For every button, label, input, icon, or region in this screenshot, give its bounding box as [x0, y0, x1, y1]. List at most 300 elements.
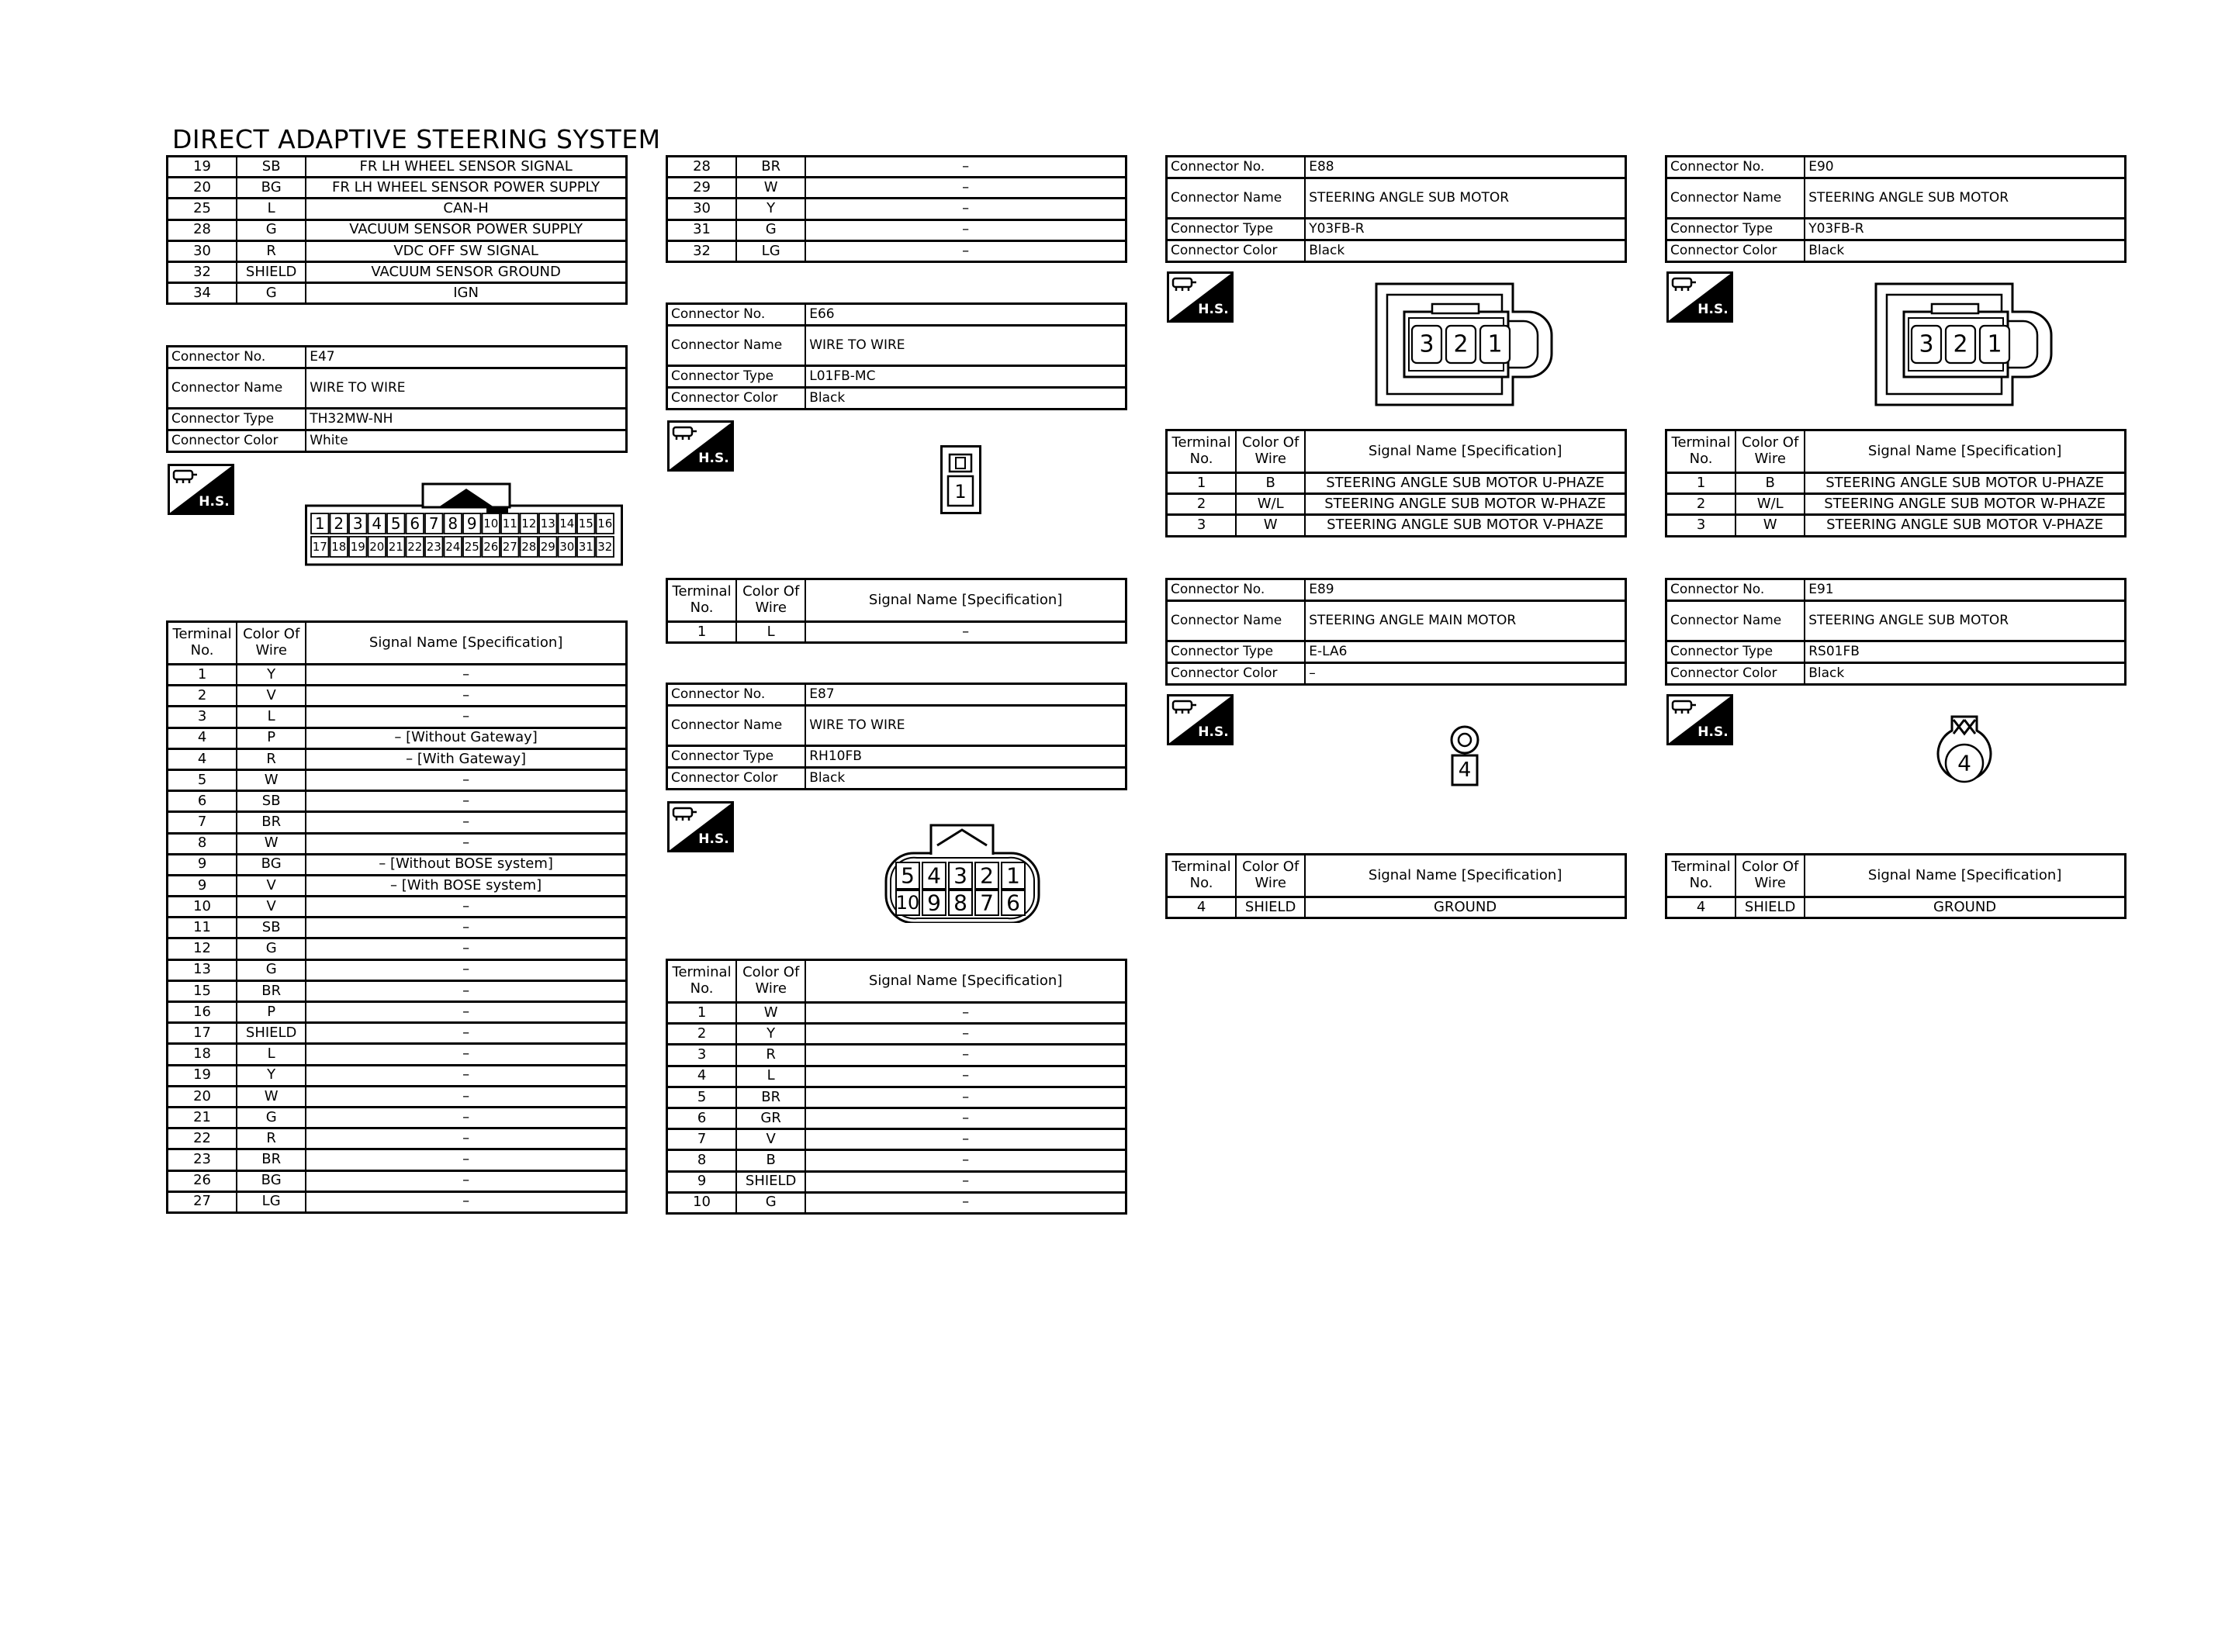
- wire-color-cell: BR: [237, 1150, 306, 1169]
- pin-number: 9: [927, 890, 941, 916]
- table-row: [168, 263, 625, 284]
- wire-color-cell: W: [737, 178, 806, 197]
- pin-cavity: [407, 513, 424, 534]
- pin-number: 17: [312, 540, 327, 554]
- pin-cavity: [311, 513, 329, 534]
- pin-number: 5: [901, 862, 915, 889]
- pin-number: 8: [953, 890, 967, 916]
- pin-cavity: [949, 862, 972, 889]
- pin-cavity: [311, 537, 329, 557]
- terminal-no-cell: 2: [168, 686, 237, 705]
- e47-terminal-table: [166, 620, 628, 1214]
- table-row: [168, 1193, 625, 1214]
- pin-number: 10: [895, 892, 920, 914]
- wire-color-cell: W/L: [1736, 495, 1805, 513]
- hs-label: H.S.: [698, 451, 729, 466]
- connector-latch: [1932, 304, 1978, 313]
- signal-name-cell: –: [462, 1003, 470, 1020]
- pin-number: 13: [540, 517, 555, 531]
- pin-cavity: [521, 513, 538, 534]
- pin-number: 10: [483, 517, 499, 531]
- wire-color-cell: B: [1237, 474, 1306, 492]
- wire-color-cell: Y: [237, 665, 306, 684]
- pin-cavity: [1480, 326, 1510, 363]
- terminal-no-cell: 1: [1168, 474, 1237, 492]
- signal-name-cell: –: [462, 835, 470, 852]
- connector-no-label: Connector No.: [668, 305, 806, 324]
- wire-color-cell: SB: [237, 918, 306, 937]
- terminal-no-cell: 32: [168, 263, 237, 282]
- signal-name-cell: –: [462, 1087, 470, 1104]
- connector-color-row: [1667, 664, 2124, 686]
- terminal-no-cell: 34: [168, 284, 237, 302]
- signal-name-header: Signal Name [Specification]: [369, 634, 563, 651]
- table-row: [168, 1003, 625, 1024]
- terminal-no-cell: 8: [668, 1151, 737, 1170]
- table-row: [668, 1151, 1125, 1172]
- signal-name-cell: –: [462, 665, 470, 683]
- connector-color-label: Connector Color: [1667, 241, 1805, 261]
- table-row: [668, 242, 1125, 263]
- pin-number: 4: [372, 514, 382, 533]
- terminal-no-header: Terminal No.: [668, 580, 737, 620]
- connector-name-value: WIRE TO WIRE: [809, 337, 905, 353]
- table-row: [168, 855, 625, 876]
- wire-color-cell: SHIELD: [237, 1024, 306, 1042]
- connector-type-value: RH10FB: [809, 748, 862, 764]
- signal-name-cell: –: [462, 1151, 470, 1168]
- terminal-no-cell: 9: [168, 876, 237, 895]
- signal-name-cell: –: [962, 1004, 970, 1021]
- table-row: [1168, 495, 1625, 516]
- table-row: [168, 242, 625, 263]
- harness-side-icon: [1167, 271, 1234, 323]
- connector-no-row: [1667, 157, 2124, 179]
- wire-color-cell: BR: [737, 157, 806, 176]
- pin-number: 24: [445, 540, 461, 554]
- table-row: [1168, 516, 1625, 537]
- wire-color-cell: L: [237, 199, 306, 218]
- table-row: [1667, 474, 2124, 495]
- connector-name-value: STEERING ANGLE SUB MOTOR: [1808, 612, 2009, 628]
- wire-color-cell: W: [237, 771, 306, 790]
- connector-type-row: [1168, 642, 1625, 664]
- terminal-no-cell: 16: [168, 1003, 237, 1021]
- pin-cavity: [463, 537, 481, 557]
- connector-type-label: Connector Type: [668, 367, 806, 386]
- connector-type-value: E-LA6: [1309, 643, 1348, 659]
- signal-name-header: Signal Name [Specification]: [1368, 442, 1562, 459]
- terminal-no-cell: 19: [168, 157, 237, 176]
- wire-color-cell: L: [237, 707, 306, 726]
- connector-no-row: [668, 305, 1125, 327]
- wire-color-cell: SHIELD: [1736, 898, 1805, 917]
- pin-cavity: [597, 513, 614, 534]
- connector-no-row: [1168, 157, 1625, 179]
- table-row: [168, 221, 625, 242]
- wire-color-cell: BR: [237, 813, 306, 831]
- wire-color-cell: W: [1237, 516, 1306, 534]
- connector-no-label: Connector No.: [1168, 157, 1306, 177]
- connector-type-row: [668, 367, 1125, 389]
- wire-color-cell: Y: [737, 199, 806, 218]
- wire-color-cell: Y: [237, 1066, 306, 1085]
- terminal-no-cell: 20: [168, 178, 237, 197]
- terminal-no-cell: 12: [168, 939, 237, 958]
- connector-no-label: Connector No.: [668, 685, 806, 704]
- terminal-no-cell: 3: [1667, 516, 1736, 534]
- table-header-row: [1168, 855, 1625, 898]
- signal-name-cell: –: [962, 178, 970, 195]
- pin-number: 18: [331, 540, 347, 554]
- terminal-no-cell: 25: [168, 199, 237, 218]
- terminal-no-cell: 13: [168, 961, 237, 980]
- wire-color-cell: L: [737, 1067, 806, 1086]
- table-row: [668, 1130, 1125, 1151]
- terminal-no-cell: 7: [668, 1130, 737, 1149]
- signal-name-cell: –: [462, 686, 470, 703]
- terminal-no-header: Terminal No.: [668, 961, 737, 1001]
- connector-color-label: Connector Color: [1168, 241, 1306, 261]
- wire-color-cell: L: [237, 1045, 306, 1063]
- e88-terminal-table: [1165, 429, 1627, 537]
- signal-name-cell: –: [962, 1194, 970, 1211]
- terminal-no-cell: 26: [168, 1172, 237, 1191]
- terminal-no-header: Terminal No.: [1667, 855, 1736, 896]
- table-row: [668, 1088, 1125, 1109]
- table-row: [668, 178, 1125, 199]
- pin-number: 4: [1957, 750, 1971, 776]
- table-row: [668, 1004, 1125, 1025]
- wire-color-cell: G: [237, 1108, 306, 1127]
- pin-number: 30: [559, 540, 575, 554]
- terminal-no-cell: 21: [168, 1108, 237, 1127]
- table-row: [668, 1025, 1125, 1045]
- connector-color-value: Black: [809, 769, 846, 786]
- signal-name-cell: –: [462, 1172, 470, 1189]
- pin-number: 12: [521, 517, 537, 531]
- wire-color-cell: W: [237, 835, 306, 853]
- pin-number: 5: [390, 514, 401, 533]
- pin-cavity: [483, 513, 500, 534]
- terminal-no-cell: 8: [168, 835, 237, 853]
- table-header-row: [668, 580, 1125, 623]
- continued-terminal-table: [666, 155, 1127, 263]
- wire-color-cell: BR: [737, 1088, 806, 1107]
- table-row: [168, 1172, 625, 1193]
- table-row: [168, 1066, 625, 1087]
- table-row: [168, 982, 625, 1003]
- terminal-no-cell: 2: [1168, 495, 1237, 513]
- connector-color-row: [668, 389, 1125, 410]
- signal-name-cell: – [With BOSE system]: [390, 876, 542, 893]
- terminal-no-header: Terminal No.: [1667, 431, 1736, 472]
- hs-label: H.S.: [1198, 724, 1229, 740]
- table-row: [168, 1129, 625, 1150]
- pin-cavity: [445, 513, 462, 534]
- table-row: [168, 1087, 625, 1108]
- signal-name-cell: –: [962, 242, 970, 259]
- pin-number: 32: [597, 540, 613, 554]
- table-row: [668, 221, 1125, 242]
- wire-color-cell: G: [237, 961, 306, 980]
- wire-color-cell: SHIELD: [237, 263, 306, 282]
- connector-type-value: L01FB-MC: [809, 368, 876, 384]
- pin-cavity: [1452, 755, 1477, 785]
- wire-color-cell: SHIELD: [737, 1173, 806, 1191]
- wire-color-cell: G: [737, 1194, 806, 1212]
- connector-type-row: [668, 747, 1125, 769]
- connector-latch: [1432, 304, 1479, 313]
- connector-color-value: Black: [1808, 242, 1845, 258]
- table-row: [1667, 516, 2124, 537]
- terminal-no-cell: 17: [168, 1024, 237, 1042]
- signal-name-cell: –: [962, 1067, 970, 1084]
- signal-name-cell: CAN-H: [443, 200, 489, 217]
- terminal-no-cell: 11: [168, 918, 237, 937]
- table-row: [168, 178, 625, 199]
- pin-cavity: [949, 890, 972, 916]
- table-row: [668, 199, 1125, 220]
- connector-color-value: Black: [1309, 242, 1345, 258]
- pin-cavity: [559, 537, 576, 557]
- terminal-no-cell: 6: [668, 1109, 737, 1128]
- terminal-no-cell: 3: [668, 1045, 737, 1064]
- signal-name-cell: – [Without Gateway]: [394, 729, 538, 746]
- terminal-no-cell: 31: [668, 221, 737, 240]
- signal-name-cell: –: [462, 919, 470, 935]
- pin-cavity: [349, 513, 367, 534]
- signal-name-cell: –: [962, 221, 970, 238]
- pin-number: 3: [352, 514, 363, 533]
- table-row: [168, 939, 625, 960]
- connector-color-value: Black: [1808, 665, 1845, 681]
- connector-type-row: [168, 410, 625, 431]
- pin-number: 1: [314, 514, 325, 533]
- connector-no-value: E91: [1808, 581, 1834, 597]
- terminal-no-cell: 2: [668, 1025, 737, 1043]
- connector-color-label: Connector Color: [168, 431, 306, 451]
- pin-number: 28: [521, 540, 537, 554]
- table-row: [168, 876, 625, 897]
- connector-no-label: Connector No.: [1667, 157, 1805, 177]
- pin-number: 31: [578, 540, 593, 554]
- wire-color-cell: W/L: [1237, 495, 1306, 513]
- connector-name-value: WIRE TO WIRE: [809, 717, 905, 733]
- e89-connector-info: [1165, 578, 1627, 686]
- signal-name-cell: – [With Gateway]: [406, 750, 527, 767]
- signal-name-cell: –: [962, 1130, 970, 1147]
- table-header-row: [1168, 431, 1625, 474]
- color-of-wire-header: Color Of Wire: [1237, 431, 1306, 472]
- terminal-no-cell: 22: [168, 1129, 237, 1148]
- e90-connector-face: [1873, 281, 2056, 408]
- connector-no-value: E66: [809, 306, 835, 322]
- e91-connector-face: [1933, 714, 1995, 794]
- wire-color-cell: V: [737, 1130, 806, 1149]
- table-row: [168, 918, 625, 939]
- table-row: [168, 1024, 625, 1045]
- pin-number: 8: [448, 514, 459, 533]
- pin-number: 14: [559, 517, 575, 531]
- connector-name-row: [1667, 179, 2124, 219]
- pin-cavity: [387, 537, 405, 557]
- terminal-no-header: Terminal No.: [1168, 431, 1237, 472]
- hs-label: H.S.: [199, 494, 230, 510]
- connector-color-label: Connector Color: [668, 389, 806, 408]
- connector-name-label: Connector Name: [668, 327, 806, 365]
- e87-connector-face: [883, 814, 1042, 923]
- signal-name-cell: VDC OFF SW SIGNAL: [393, 242, 538, 259]
- signal-name-cell: –: [462, 1129, 470, 1146]
- signal-name-cell: –: [462, 1108, 470, 1125]
- signal-name-cell: –: [962, 623, 970, 640]
- pin-cavity: [559, 513, 576, 534]
- pin-number: 2: [334, 514, 344, 533]
- table-row: [168, 750, 625, 771]
- pin-cavity: [948, 476, 973, 506]
- pin-number: 7: [980, 890, 994, 916]
- wire-color-cell: G: [237, 284, 306, 302]
- pin-cavity: [577, 537, 595, 557]
- table-row: [668, 1067, 1125, 1088]
- signal-name-cell: –: [462, 1193, 470, 1210]
- terminal-no-cell: 23: [168, 1150, 237, 1169]
- pin-cavity: [521, 537, 538, 557]
- pin-number: 15: [578, 517, 593, 531]
- connector-name-value: WIRE TO WIRE: [310, 379, 406, 396]
- connector-name-value: STEERING ANGLE SUB MOTOR: [1309, 189, 1510, 206]
- connector-name-label: Connector Name: [1168, 179, 1306, 217]
- terminal-no-cell: 4: [168, 750, 237, 769]
- pin-number: 4: [927, 862, 941, 889]
- pin-cavity: [501, 537, 519, 557]
- connector-type-label: Connector Type: [168, 410, 306, 429]
- e89-connector-face: [1448, 721, 1482, 786]
- wire-color-cell: B: [1736, 474, 1805, 492]
- connector-type-label: Connector Type: [1168, 219, 1306, 239]
- signal-name-cell: FR LH WHEEL SENSOR SIGNAL: [359, 157, 573, 175]
- signal-name-cell: STEERING ANGLE SUB MOTOR U-PHAZE: [1326, 474, 1605, 491]
- signal-name-cell: –: [462, 1045, 470, 1063]
- connector-name-label: Connector Name: [1168, 602, 1306, 640]
- connector-name-row: [168, 369, 625, 410]
- pin-cavity: [597, 537, 614, 557]
- pin-number: 16: [597, 517, 613, 531]
- pin-cavity: [1412, 326, 1441, 363]
- pin-number: 1: [1487, 330, 1503, 358]
- connector-type-value: Y03FB-R: [1808, 220, 1864, 237]
- terminal-no-cell: 10: [668, 1194, 737, 1212]
- wire-color-cell: G: [237, 939, 306, 958]
- signal-name-cell: –: [462, 982, 470, 999]
- pin-number: 21: [388, 540, 403, 554]
- connector-type-value: Y03FB-R: [1309, 220, 1365, 237]
- terminal-hole: [1459, 734, 1471, 746]
- terminal-no-cell: 1: [668, 623, 737, 641]
- color-of-wire-header: Color Of Wire: [237, 623, 306, 663]
- connector-color-value: Black: [809, 389, 846, 406]
- color-of-wire-header: Color Of Wire: [1237, 855, 1306, 896]
- signal-name-cell: –: [962, 157, 970, 175]
- wire-color-cell: P: [237, 1003, 306, 1021]
- table-row: [168, 686, 625, 707]
- wire-color-cell: LG: [237, 1193, 306, 1211]
- terminal-no-cell: 28: [668, 157, 737, 176]
- terminal-no-cell: 6: [168, 792, 237, 810]
- harness-side-icon: [168, 464, 234, 515]
- wire-color-cell: BR: [237, 982, 306, 1001]
- pin-cavity: [1446, 326, 1476, 363]
- table-row: [168, 729, 625, 750]
- e66-connector-face: [940, 445, 984, 515]
- connector-type-row: [1667, 219, 2124, 241]
- connector-color-row: [1667, 241, 2124, 263]
- signal-name-cell: –: [462, 1066, 470, 1083]
- table-row: [168, 1045, 625, 1066]
- terminal-no-cell: 5: [168, 771, 237, 790]
- pin-number: 1: [1987, 330, 2002, 358]
- signal-name-cell: –: [462, 940, 470, 957]
- pin-number: 23: [426, 540, 441, 554]
- table-header-row: [1667, 855, 2124, 898]
- e87-connector-info: [666, 683, 1127, 790]
- signal-name-cell: –: [962, 1173, 970, 1190]
- pin-cavity: [1002, 862, 1025, 889]
- connector-no-value: E90: [1808, 158, 1834, 175]
- terminal-no-cell: 1: [168, 665, 237, 684]
- terminal-no-cell: 19: [168, 1066, 237, 1085]
- connector-name-label: Connector Name: [668, 707, 806, 745]
- pin-number: 20: [369, 540, 385, 554]
- pin-number: 4: [1458, 759, 1472, 782]
- terminal-no-cell: 4: [668, 1067, 737, 1086]
- signal-name-header: Signal Name [Specification]: [868, 972, 1063, 989]
- wire-color-cell: V: [237, 897, 306, 916]
- signal-name-header: Signal Name [Specification]: [1368, 866, 1562, 883]
- table-row: [168, 897, 625, 918]
- signal-name-cell: STEERING ANGLE SUB MOTOR U-PHAZE: [1825, 474, 2105, 491]
- pin-number: 3: [1919, 330, 1934, 358]
- table-row: [668, 157, 1125, 178]
- signal-name-cell: –: [462, 771, 470, 788]
- pin-cavity: [483, 537, 500, 557]
- signal-name-cell: – [Without BOSE system]: [379, 855, 553, 873]
- pin-cavity: [896, 890, 920, 915]
- terminal-no-cell: 1: [1667, 474, 1736, 492]
- connector-color-label: Connector Color: [1667, 664, 1805, 683]
- terminal-no-cell: 9: [168, 855, 237, 874]
- pin-cavity: [463, 513, 481, 534]
- table-row: [1168, 474, 1625, 495]
- pin-number: 1: [954, 481, 967, 503]
- connector-type-value: RS01FB: [1808, 643, 1860, 659]
- signal-name-header: Signal Name [Specification]: [1867, 866, 2062, 883]
- connector-no-label: Connector No.: [1168, 580, 1306, 600]
- signal-name-cell: –: [962, 1046, 970, 1063]
- connector-name-row: [1667, 602, 2124, 642]
- e87-terminal-table: [666, 959, 1127, 1215]
- terminal-no-cell: 3: [1168, 516, 1237, 534]
- pin-number: 25: [464, 540, 479, 554]
- table-row: [168, 1150, 625, 1171]
- table-row: [168, 771, 625, 792]
- table-header-row: [668, 961, 1125, 1004]
- wire-color-cell: B: [737, 1151, 806, 1170]
- connector-color-label: Connector Color: [1168, 664, 1306, 683]
- wire-color-cell: V: [237, 686, 306, 705]
- signal-name-cell: –: [462, 814, 470, 831]
